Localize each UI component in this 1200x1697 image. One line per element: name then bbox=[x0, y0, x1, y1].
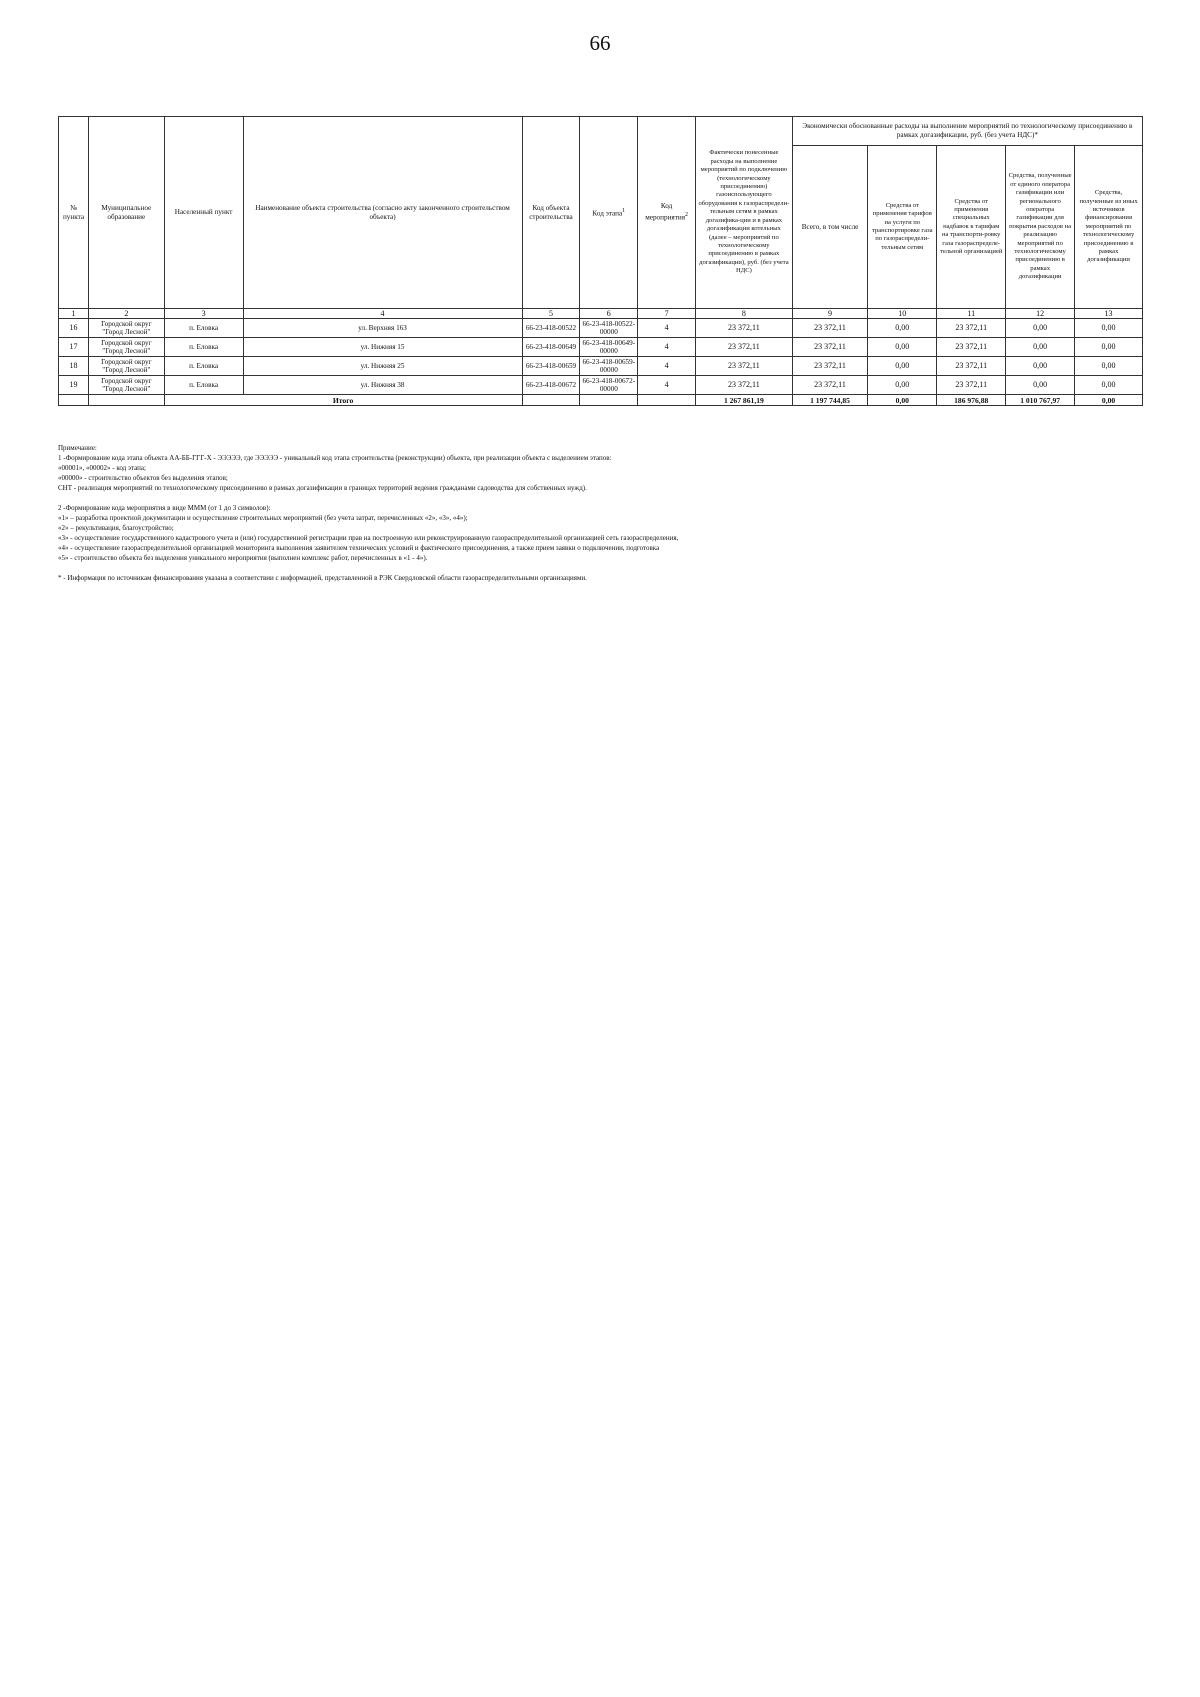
column-number: 7 bbox=[638, 309, 696, 319]
cell-event-code: 4 bbox=[638, 357, 696, 376]
column-number: 10 bbox=[868, 309, 937, 319]
cell-actual: 23 372,11 bbox=[696, 319, 793, 338]
header-num: № пункта bbox=[59, 117, 89, 309]
header-stage-code: Код этапа$^1$ bbox=[580, 117, 638, 309]
note-line: 2 -Формирование кода мероприятия в виде МММ (от 1 до 3 символов): bbox=[58, 504, 271, 512]
cell-tariff: 0,00 bbox=[868, 376, 937, 395]
cell-event-code: 4 bbox=[638, 319, 696, 338]
cell-settlement: п. Еловка bbox=[164, 338, 243, 357]
column-number: 6 bbox=[580, 309, 638, 319]
column-number: 1 bbox=[59, 309, 89, 319]
header-actual-costs: Фактически понесенные расходы на выполнение мероприятий по подключению (технологическому присоединению) газоиспользующего оборудования к газораспредели-тельным сетям в рамках догазифика-ции и в рамках догазификации котельных (далее – мероприятий по технологическому присоединению в рамках догазификации), руб. (без учета НДС) bbox=[696, 117, 793, 309]
cell-object-code: 66-23-418-00659 bbox=[522, 357, 580, 376]
cell-total: 23 372,11 bbox=[792, 357, 868, 376]
cell-actual: 23 372,11 bbox=[696, 376, 793, 395]
cell-actual: 23 372,11 bbox=[696, 338, 793, 357]
total-other: 0,00 bbox=[1075, 395, 1143, 406]
total-actual: 1 267 861,19 bbox=[696, 395, 793, 406]
cell-stage-code: 66-23-418-00672-00000 bbox=[580, 376, 638, 395]
cell-settlement: п. Еловка bbox=[164, 376, 243, 395]
cell-object-code: 66-23-418-00522 bbox=[522, 319, 580, 338]
cell-settlement: п. Еловка bbox=[164, 319, 243, 338]
header-economic-costs-group: Экономически обоснованные расходы на выполнение мероприятий по технологическому присоединению в рамках догазификации, руб. (без учета НДС)* bbox=[792, 117, 1142, 146]
cell-markup: 23 372,11 bbox=[937, 338, 1006, 357]
cell-num: 16 bbox=[59, 319, 89, 338]
cell-num: 17 bbox=[59, 338, 89, 357]
column-number: 13 bbox=[1075, 309, 1143, 319]
cell-num: 18 bbox=[59, 357, 89, 376]
cell-object: ул. Нижняя 15 bbox=[243, 338, 522, 357]
cell-tariff: 0,00 bbox=[868, 357, 937, 376]
cost-table bbox=[58, 116, 1143, 406]
table-row bbox=[59, 319, 1143, 338]
total-tariff: 0,00 bbox=[868, 395, 937, 406]
cell-operator: 0,00 bbox=[1006, 338, 1075, 357]
cell-event-code: 4 bbox=[638, 338, 696, 357]
cost-table-container bbox=[58, 116, 1143, 406]
cell-markup: 23 372,11 bbox=[937, 376, 1006, 395]
cell-other: 0,00 bbox=[1075, 357, 1143, 376]
page-number: 66 bbox=[589, 31, 611, 55]
cell-operator: 0,00 bbox=[1006, 376, 1075, 395]
total-operator: 1 010 767,97 bbox=[1006, 395, 1075, 406]
cell-empty bbox=[580, 395, 638, 406]
cell-other: 0,00 bbox=[1075, 319, 1143, 338]
header-municipality: Муниципальное образование bbox=[89, 117, 165, 309]
cell-stage-code: 66-23-418-00659-00000 bbox=[580, 357, 638, 376]
table-row bbox=[59, 376, 1143, 395]
header-single-operator: Средства, полученные от единого оператора газификации или регионального оператора газификации для покрытия расходов на реализацию мероприятий по технологическому присоединению в рамках догазификации bbox=[1006, 146, 1075, 309]
note-line: «00000» - строительство объектов без выделения этапов; bbox=[58, 474, 228, 482]
cell-object-code: 66-23-418-00672 bbox=[522, 376, 580, 395]
header-object-name: Наименование объекта строительства (согласно акту законченного строительством объекта) bbox=[243, 117, 522, 309]
cell-settlement: п. Еловка bbox=[164, 357, 243, 376]
note-line: «00001», «00002» - код этапа; bbox=[58, 464, 146, 472]
header-settlement: Населенный пункт bbox=[164, 117, 243, 309]
cell-municipality: Городской округ "Город Лесной" bbox=[89, 338, 165, 357]
cell-empty bbox=[59, 395, 89, 406]
note-line: «5» - строительство объекта без выделения уникального мероприятия (выполнен комплекс работ, перечисленных в «1 - 4»). bbox=[58, 554, 428, 562]
column-number: 5 bbox=[522, 309, 580, 319]
cell-tariff: 0,00 bbox=[868, 319, 937, 338]
note-line: СНТ - реализация мероприятий по технологическому присоединению в рамках догазификации в границах территорий ведения гражданами садоводства для собственных нужд). bbox=[58, 484, 587, 492]
cell-total: 23 372,11 bbox=[792, 376, 868, 395]
column-number: 2 bbox=[89, 309, 165, 319]
column-number: 3 bbox=[164, 309, 243, 319]
cell-empty bbox=[89, 395, 165, 406]
header-other-sources: Средства, полученные из иных источников финансирования мероприятий по технологическому присоединению в рамках догазификации bbox=[1075, 146, 1143, 309]
cell-object-code: 66-23-418-00649 bbox=[522, 338, 580, 357]
note-line: 1 -Формирование кода этапа объекта АА-ББ-ГГГ-Х - ЭЭЭЭЭ, где ЭЭЭЭЭ - уникальный код этапа строительства (реконструкции) объекта, при реализации объекта с выделением этапов: bbox=[58, 454, 612, 462]
note-line: «1» – разработка проектной документации и осуществление строительных мероприятий (без учета затрат, перечисленных «2», «3», «4»); bbox=[58, 514, 468, 522]
cell-total: 23 372,11 bbox=[792, 338, 868, 357]
cell-object: ул. Нижняя 38 bbox=[243, 376, 522, 395]
cell-stage-code: 66-23-418-00649-00000 bbox=[580, 338, 638, 357]
column-number-row bbox=[59, 309, 1143, 319]
cell-municipality: Городской округ "Город Лесной" bbox=[89, 376, 165, 395]
total-row bbox=[59, 395, 1143, 406]
header-event-code: Код мероприятия$^2$ bbox=[638, 117, 696, 309]
event-code-footnote-mark: 2 bbox=[685, 212, 689, 219]
header-object-code: Код объекта строительства bbox=[522, 117, 580, 309]
cell-stage-code: 66-23-418-00522-00000 bbox=[580, 319, 638, 338]
cell-operator: 0,00 bbox=[1006, 319, 1075, 338]
cell-object: ул. Нижняя 25 bbox=[243, 357, 522, 376]
cell-event-code: 4 bbox=[638, 376, 696, 395]
cell-other: 0,00 bbox=[1075, 376, 1143, 395]
cell-object: ул. Верхняя 16З bbox=[243, 319, 522, 338]
cell-operator: 0,00 bbox=[1006, 357, 1075, 376]
cell-markup: 23 372,11 bbox=[937, 319, 1006, 338]
total-total: 1 197 744,85 bbox=[792, 395, 868, 406]
header-special-markups: Средства от применения специальных надбавок к тарифам на транспорти-ровку газа газораспределе-тельной организацией bbox=[937, 146, 1006, 309]
cell-actual: 23 372,11 bbox=[696, 357, 793, 376]
cell-tariff: 0,00 bbox=[868, 338, 937, 357]
cell-other: 0,00 bbox=[1075, 338, 1143, 357]
note-line: «4» - осуществление газораспределительной организацией мониторинга выполнения заявителем технических условий и фактического присоединения, а также прием заявки о подключении, подготовка bbox=[58, 544, 660, 552]
table-row bbox=[59, 338, 1143, 357]
table-row bbox=[59, 357, 1143, 376]
cell-num: 19 bbox=[59, 376, 89, 395]
cell-empty bbox=[638, 395, 696, 406]
total-markup: 186 976,88 bbox=[937, 395, 1006, 406]
funding-footnote: * - Информация по источникам финансирования указана в соответствии с информацией, представленной в РЭК Свердловской области газораспределительными организациями. bbox=[58, 574, 587, 582]
header-tariff-funds: Средства от применения тарифов на услуги по транспортировке газа по газораспредели-тельным сетям bbox=[868, 146, 937, 309]
column-number: 11 bbox=[937, 309, 1006, 319]
cell-municipality: Городской округ "Город Лесной" bbox=[89, 319, 165, 338]
column-number: 8 bbox=[696, 309, 793, 319]
cell-empty bbox=[522, 395, 580, 406]
notes-title: Примечание: bbox=[58, 444, 97, 452]
column-number: 9 bbox=[792, 309, 868, 319]
note-line: «2» – рекультивация, благоустройство; bbox=[58, 524, 174, 532]
header-total-incl: Всего, в том числе bbox=[792, 146, 868, 309]
column-number: 12 bbox=[1006, 309, 1075, 319]
note-line: «3» - осуществление государственного кадастрового учета и (или) государственной регистрации прав на построенную или реконструированную газораспределительной организацией сеть газораспределения, bbox=[58, 534, 679, 542]
stage-code-footnote-mark: 1 bbox=[622, 207, 626, 214]
column-number: 4 bbox=[243, 309, 522, 319]
cell-total: 23 372,11 bbox=[792, 319, 868, 338]
cell-markup: 23 372,11 bbox=[937, 357, 1006, 376]
total-label: Итого bbox=[164, 395, 522, 406]
cell-municipality: Городской округ "Город Лесной" bbox=[89, 357, 165, 376]
notes-section bbox=[58, 443, 1143, 583]
